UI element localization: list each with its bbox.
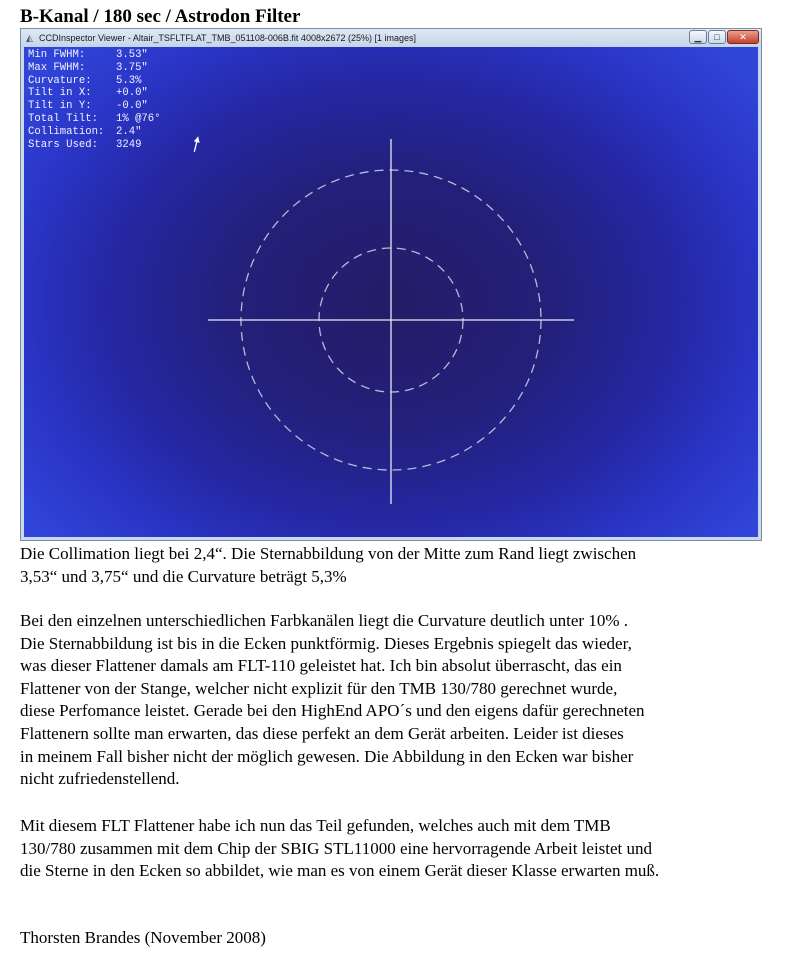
stat-row bbox=[28, 75, 161, 88]
paragraph-1-line: diese Perfomance leistet. Gerade bei den HighEnd APO´s und den eigens dafür gerechneten bbox=[20, 701, 645, 721]
paragraph-1 bbox=[20, 610, 790, 791]
stat-row bbox=[28, 100, 161, 113]
close-button[interactable]: ✕ bbox=[727, 30, 759, 44]
stat-value: 2.4" bbox=[116, 125, 142, 138]
image-viewport[interactable] bbox=[24, 47, 758, 537]
paragraph-1-line: Flattener von der Stange, welcher nicht explizit für den TMB 130/780 gerechnet wurde, bbox=[20, 678, 618, 698]
stat-label: Tilt in X: bbox=[28, 87, 92, 100]
window-titlebar[interactable] bbox=[21, 29, 761, 47]
window-title: CCDInspector Viewer - Altair_TSFLTFLAT_TMB_051108-006B.fit 4008x2672 (25%) [1 images] bbox=[39, 33, 417, 43]
maximize-button[interactable]: □ bbox=[708, 30, 726, 44]
minimize-button[interactable]: ▁ bbox=[689, 30, 707, 44]
paragraph-1-line: Bei den einzelnen unterschiedlichen Farbkanälen liegt die Curvature deutlich unter 10% . bbox=[20, 611, 629, 630]
ccdinspector-window bbox=[20, 28, 762, 541]
stat-label: Curvature: bbox=[28, 74, 92, 87]
paragraph-2-line: die Sterne in den Ecken so abbildet, wie man es von einem Gerät dieser Klasse erwarten muß. bbox=[20, 861, 660, 881]
page-heading: B-Kanal / 180 sec / Astrodon Filter bbox=[20, 6, 301, 27]
stat-value: -0.0" bbox=[116, 100, 148, 113]
paragraph-2-line: Mit diesem FLT Flattener habe ich nun das Teil gefunden, welches auch mit dem TMB bbox=[20, 816, 611, 835]
stat-label: Tilt in Y: bbox=[28, 100, 92, 113]
caption-line: Die Collimation liegt bei 2,4“. Die Sternabbildung von der Mitte zum Rand liegt zwischen bbox=[20, 544, 637, 563]
stat-label: Collimation: bbox=[28, 125, 105, 138]
stat-label: Stars Used: bbox=[28, 138, 98, 151]
stat-row bbox=[28, 126, 161, 139]
paragraph-2-line: 130/780 zusammen mit dem Chip der SBIG STL11000 eine hervorragende Arbeit leistet und bbox=[20, 838, 653, 858]
signature: Thorsten Brandes (November 2008) bbox=[20, 928, 266, 947]
tilt-direction-arrow bbox=[191, 136, 201, 153]
stat-value: 5.3% bbox=[116, 74, 142, 87]
stat-value: 3.75" bbox=[116, 61, 148, 74]
app-icon: ◭ bbox=[26, 33, 33, 43]
paragraph-1-line: nicht zufriedenstellend. bbox=[20, 769, 180, 789]
stats-readout bbox=[28, 49, 161, 151]
stat-row bbox=[28, 139, 161, 152]
stat-value: 1% @76° bbox=[116, 112, 161, 125]
stat-row bbox=[28, 62, 161, 75]
paragraph-1-line: in meinem Fall bisher nicht der möglich gewesen. Die Abbildung in den Ecken war bisher bbox=[20, 746, 634, 766]
stat-row bbox=[28, 87, 161, 100]
caption-line: 3,53“ und 3,75“ und die Curvature beträgt 5,3% bbox=[20, 566, 347, 586]
stat-row bbox=[28, 49, 161, 62]
paragraph-1-line: Flattenern sollte man erwarten, das diese perfekt an dem Gerät arbeiten. Leider ist dieses bbox=[20, 723, 624, 743]
paragraph-1-line: Die Sternabbildung ist bis in die Ecken punktförmig. Dieses Ergebnis spiegelt das wieder, bbox=[20, 633, 632, 653]
stat-label: Total Tilt: bbox=[28, 112, 98, 125]
paragraph-1-line: was dieser Flattener damals am FLT-110 geleistet hat. Ich bin absolut überrascht, das ein bbox=[20, 656, 622, 676]
stat-value: 3.53" bbox=[116, 49, 148, 61]
stat-value: +0.0" bbox=[116, 87, 148, 100]
stat-row bbox=[28, 113, 161, 126]
caption-text bbox=[20, 543, 790, 588]
stat-label: Max FWHM: bbox=[28, 61, 86, 74]
stat-label: Min FWHM: bbox=[28, 49, 86, 61]
paragraph-2 bbox=[20, 815, 790, 883]
stat-value: 3249 bbox=[116, 138, 142, 151]
